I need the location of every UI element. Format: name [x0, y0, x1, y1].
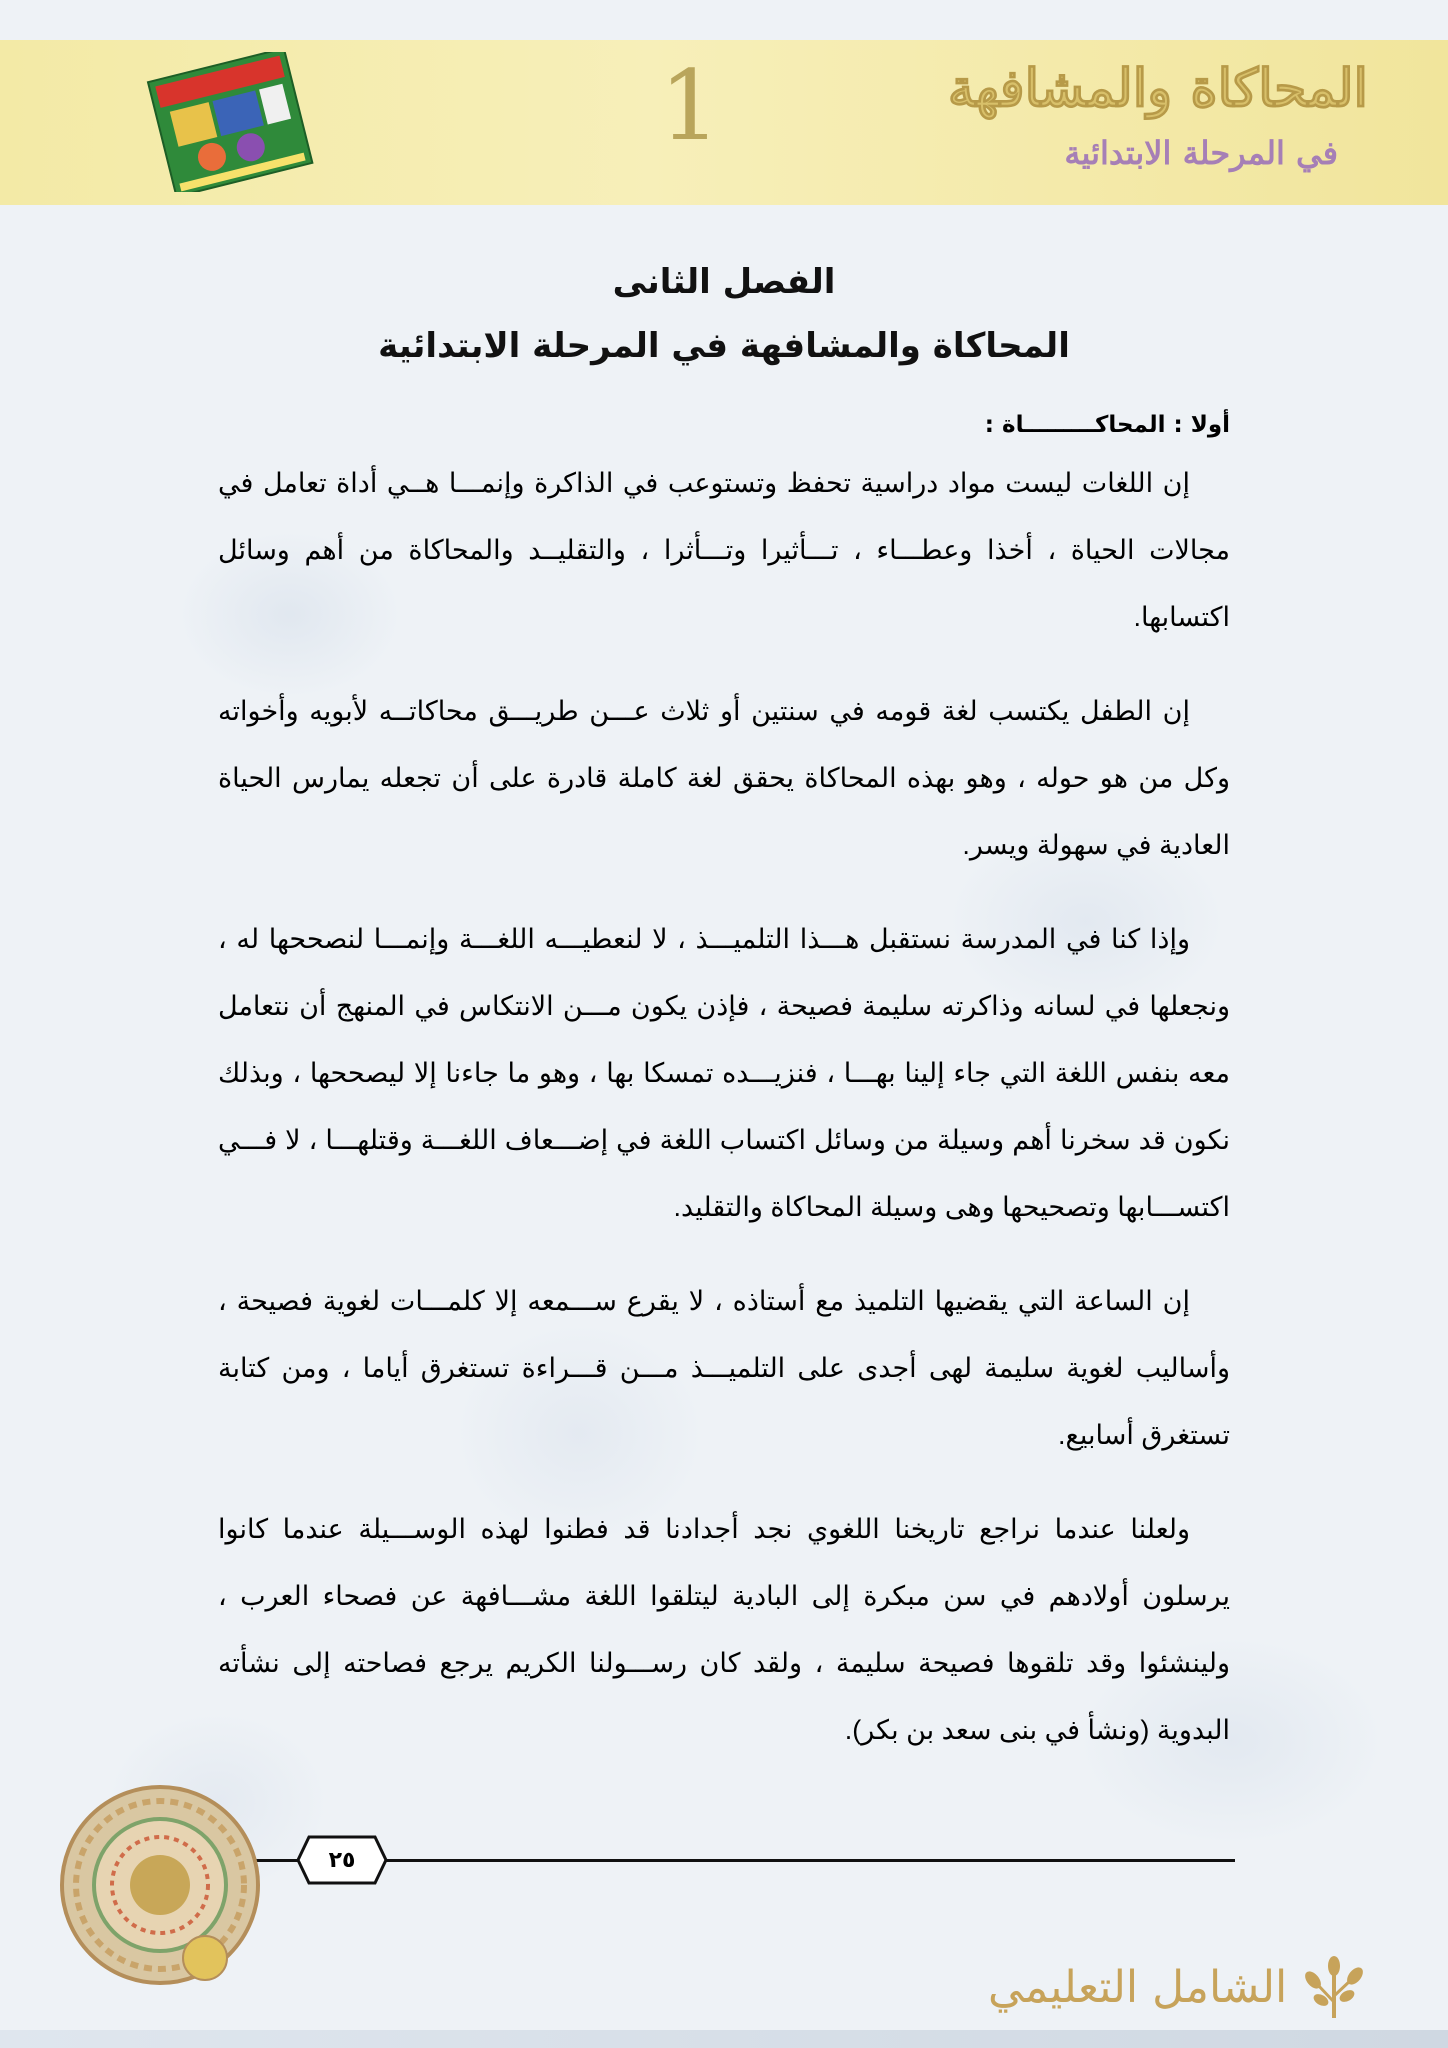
book-title: المحاكاة والمشافهة — [947, 58, 1368, 119]
book-cover-image — [118, 52, 338, 192]
paragraph: إن اللغات ليست مواد دراسية تحفظ وتستوعب في الذاكرة وإنمـــا هــي أداة تعامل في مجالات الحياة ، أخذا وعطـــاء ، تـــأثيرا وتـــأثرا ، والتقليــد والمحاكاة من أهم وسائل اكتسابها. — [218, 468, 1230, 632]
section-heading: أولا : المحاكـــــــــاة : — [984, 412, 1230, 438]
logo-text: الشامل التعليمي — [988, 1961, 1288, 2013]
site-logo — [988, 1952, 1408, 2022]
paragraph: إن الطفل يكتسب لغة قومه في سنتين أو ثلاث عـــن طريـــق محاكاتــه لأبويه وأخواته وكل من هو حوله ، وهو بهذه المحاكاة يحقق لغة كاملة قادرة على أن تجعله يمارس الحياة العادية في سهولة ويسر. — [218, 696, 1230, 860]
chapter-label: الفصل الثانى — [612, 262, 836, 302]
chapter-heading — [0, 250, 1448, 378]
paragraph: ولعلنا عندما نراجع تاريخنا اللغوي نجد أجدادنا قد فطنوا لهذه الوســـيلة عندما كانوا يرسلون أولادهم في سن مبكرة إلى البادية ليتلقوا اللغة مشـــافهة عن فصحاء العرب ، ولينشئوا وقد تلقوها فصيحة سليمة ، ولقد كان رســـولنا الكريم يرجع فصاحته إلى نشأته البدوية (ونشأ في بنى سعد بن بكر). — [218, 1514, 1230, 1745]
book-subtitle: في المرحلة الابتدائية — [1064, 134, 1338, 172]
chapter-title: المحاكاة والمشافهة في المرحلة الابتدائية — [378, 326, 1070, 366]
decorative-seal-icon — [55, 1780, 265, 1990]
paragraph: إن الساعة التي يقضيها التلميذ مع أستاذه ، لا يقرع ســـمعه إلا كلمـــات لغوية فصيحة ، وأساليب لغوية سليمة لهى أجدى على التلميـــذ مـــن قـــراءة تستغرق أياما ، ومن كتابة تستغرق أسابيع. — [218, 1286, 1230, 1450]
paragraph: وإذا كنا في المدرسة نستقبل هـــذا التلميـــذ ، لا لنعطيـــه اللغـــة وإنمـــا لنصححها له ، ونجعلها في لسانه وذاكرته سليمة فصيحة ، فإذن يكون مـــن الانتكاس في المنهج أن نتعامل معه بنفس اللغة التي جاء إلينا بهـــا ، فنزيـــده تمسكا بها ، وهو ما جاءنا إلا ليصححها ، وبذلك نكون قد سخرنا أهم وسيلة من وسائل اكتساب اللغة في إضـــعاف اللغـــة وقتلهـــا ، لا فـــي اكتســـابها وتصحيحها وهى وسيلة المحاكاة والتقليد. — [218, 924, 1230, 1222]
main-content — [218, 412, 1230, 1790]
tree-icon — [1299, 1952, 1369, 2022]
bottom-strip — [0, 2030, 1448, 2048]
page-number: ٢٥ — [328, 1847, 356, 1873]
chapter-number: 1 — [659, 50, 721, 162]
